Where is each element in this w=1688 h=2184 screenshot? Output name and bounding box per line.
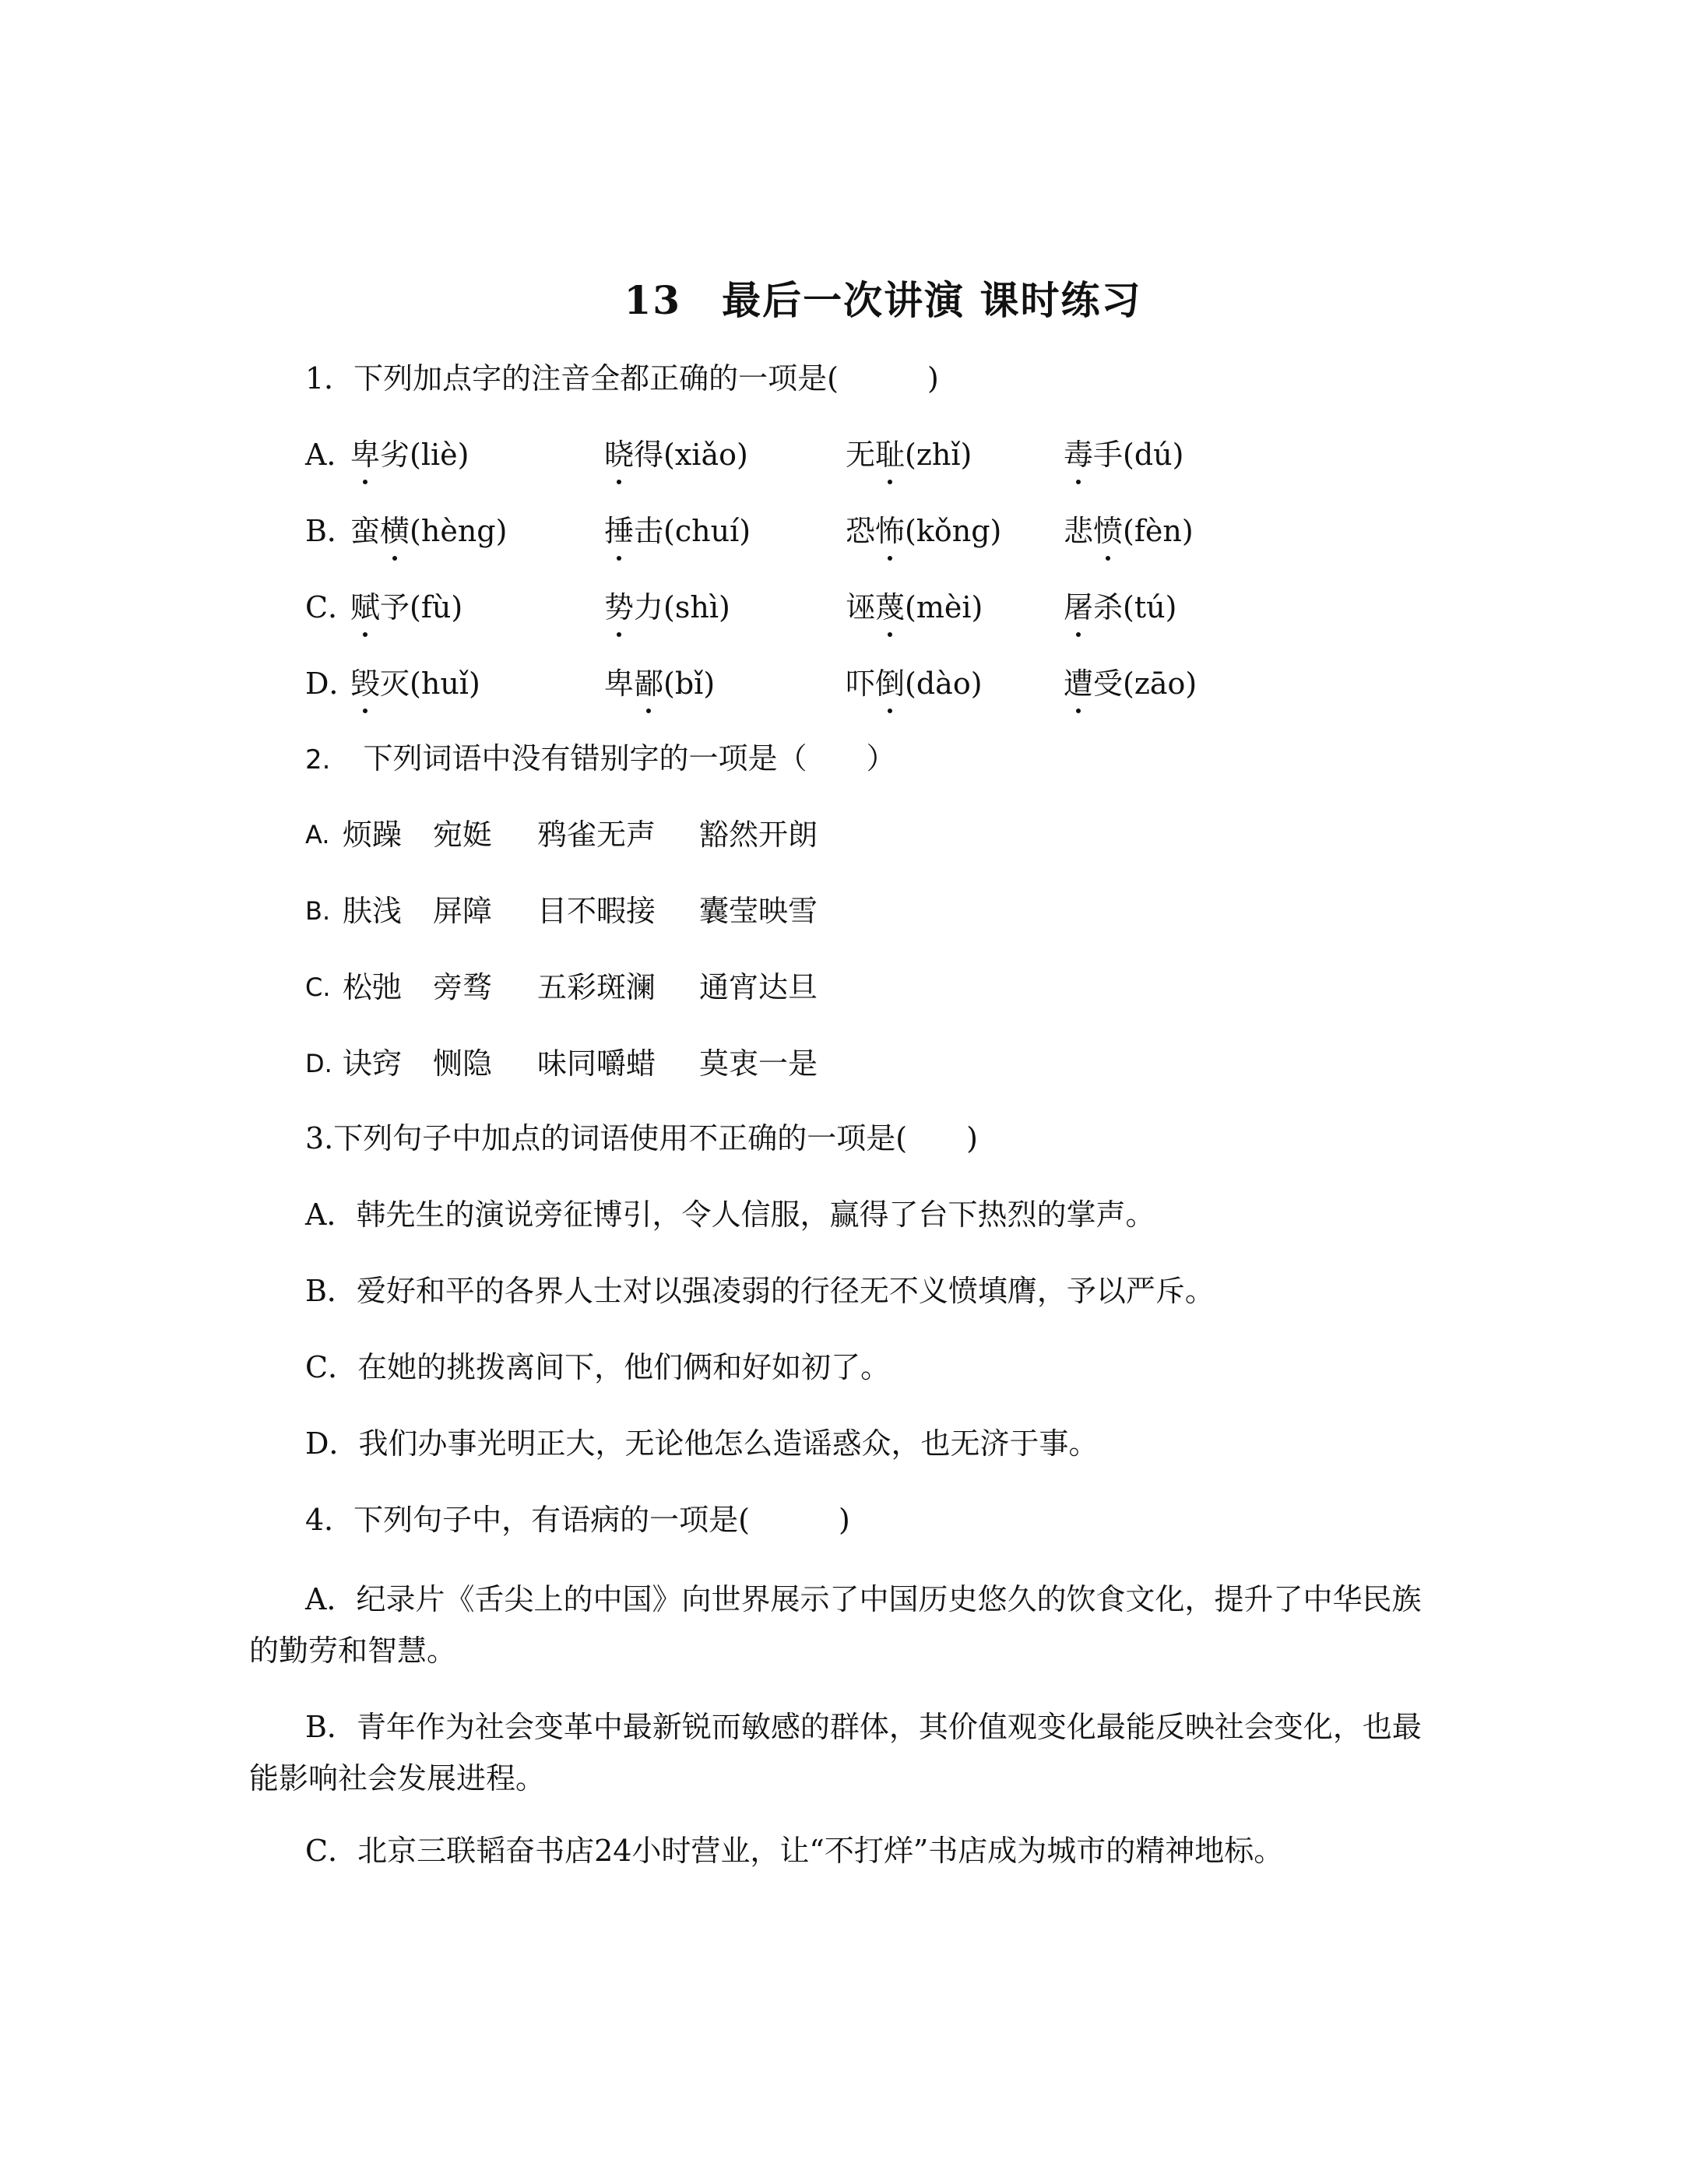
q2-row-label: A. — [305, 820, 330, 849]
q2-word: 松弛 — [343, 970, 403, 1004]
q2-word: 恻隐 — [433, 1046, 493, 1081]
q1-row-label: A． — [305, 438, 357, 472]
q2-word: 通宵达旦 — [699, 970, 818, 1004]
q2-row-label: D. — [305, 1049, 332, 1078]
q1-pinyin: (fù) — [410, 590, 463, 624]
q1-pinyin: (huǐ) — [410, 666, 480, 701]
q1-dotted-char: 鄙 — [634, 662, 663, 705]
q1-dotted-char: 晓 — [604, 433, 634, 477]
q1-pinyin: (mèi) — [905, 590, 983, 624]
q3-option-a: A．韩先生的演说旁征博引，令人信服，赢得了台下热烈的掌声。 — [305, 1198, 1155, 1232]
q1-dotted-char: 势 — [604, 586, 634, 629]
q1-word — [604, 509, 751, 553]
q1-pinyin: (zāo) — [1123, 666, 1197, 701]
q1-row-label: C． — [305, 590, 358, 624]
q1-dotted-char: 遭 — [1064, 662, 1093, 705]
q1-word — [604, 433, 748, 477]
q1-word-char: 击 — [634, 514, 664, 548]
q1-word — [1064, 586, 1176, 629]
lesson-number: 13 — [624, 277, 682, 323]
q1-pinyin: (fèn) — [1123, 514, 1194, 548]
q1-word — [1064, 662, 1197, 705]
q1-dotted-char: 蔑 — [875, 586, 905, 629]
q2-word: 旁骛 — [433, 970, 493, 1004]
q1-pinyin: (bǐ) — [663, 666, 716, 701]
q1-word-char: 诬 — [846, 590, 876, 624]
q1-pinyin: (kǒng) — [905, 514, 1002, 548]
q1-dotted-char: 屠 — [1064, 586, 1093, 629]
q2-word: 烦躁 — [343, 818, 403, 852]
q1-word — [604, 586, 730, 629]
q1-word — [1064, 433, 1183, 477]
q1-word — [350, 509, 507, 553]
q2-row-label: C. — [305, 972, 331, 1002]
q4-stem: 4．下列句子中，有语病的一项是( ) — [305, 1503, 850, 1537]
q1-word — [846, 433, 972, 477]
q1-dotted-char: 毒 — [1064, 433, 1093, 477]
q2-word: 五彩斑澜 — [537, 970, 656, 1004]
q1-pinyin: (hèng) — [410, 514, 508, 548]
q2-word: 莫衷一是 — [699, 1046, 818, 1081]
q1-word-char: 手 — [1093, 438, 1124, 472]
q1-pinyin: (shì) — [663, 590, 730, 624]
q2-word: 肤浅 — [343, 894, 403, 928]
q2-word: 豁然开朗 — [699, 818, 818, 852]
q1-word-char: 恐 — [846, 514, 876, 548]
q4-option-a: A．纪录片《舌尖上的中国》向世界展示了中国历史悠久的饮食文化，提升了中华民族的勤劳和智慧。 — [249, 1582, 1422, 1668]
q1-word — [350, 586, 462, 629]
q1-word — [846, 586, 983, 629]
q1-dotted-char: 卑 — [350, 433, 380, 477]
q2-word: 诀窍 — [343, 1046, 403, 1081]
q2-word: 囊莹映雪 — [699, 894, 818, 928]
q1-word — [350, 662, 480, 705]
q3-option-b: B．爱好和平的各界人士对以强凌弱的行径无不义愤填膺，予以严斥。 — [305, 1274, 1215, 1308]
q1-word-char: 劣 — [380, 438, 410, 472]
q1-pinyin: (dú) — [1123, 438, 1184, 472]
q1-word-char: 受 — [1093, 666, 1124, 701]
q1-word-char: 力 — [634, 590, 664, 624]
q1-word — [350, 433, 469, 477]
q1-stem: 1．下列加点字的注音全都正确的一项是( ) — [305, 361, 939, 396]
q2-word: 屏障 — [433, 894, 493, 928]
q1-word — [846, 509, 1001, 553]
q1-row-label: D． — [305, 666, 359, 701]
q2-word: 鸦雀无声 — [537, 818, 656, 852]
q1-dotted-char: 倒 — [875, 662, 905, 705]
q1-row-label: B． — [305, 514, 357, 548]
q1-pinyin: (liè) — [410, 438, 469, 472]
q2-word: 目不暇接 — [537, 894, 656, 928]
q2-text: 下列词语中没有错别字的一项是（ ） — [363, 741, 896, 775]
q4-option-c: C．北京三联韬奋书店24小时营业，让“不打烊”书店成为城市的精神地标。 — [305, 1834, 1284, 1868]
q4-option-b: B．青年作为社会变革中最新锐而敏感的群体，其价值观变化最能反映社会变化，也最能影响社会发展进程。 — [249, 1710, 1422, 1795]
q3-option-d: D．我们办事光明正大，无论他怎么造谣惑众，也无济于事。 — [305, 1426, 1099, 1461]
q2-stem — [305, 737, 895, 782]
q1-word-char: 悲 — [1064, 514, 1094, 548]
q1-word-char: 得 — [634, 438, 664, 472]
q1-word — [846, 662, 983, 705]
q1-pinyin: (dào) — [905, 666, 983, 701]
q1-word-char: 卑 — [604, 666, 635, 701]
q1-word-char: 蛮 — [350, 514, 381, 548]
q1-pinyin: (zhǐ) — [905, 438, 972, 472]
q3-stem: 3.下列句子中加点的词语使用不正确的一项是( ) — [305, 1121, 978, 1155]
lesson-title: 最后一次讲演 课时练习 — [722, 277, 1142, 323]
q2-word: 味同嚼蜡 — [537, 1046, 656, 1081]
q1-dotted-char: 怖 — [875, 509, 905, 553]
q1-word-char: 吓 — [846, 666, 876, 701]
page-title — [0, 269, 1688, 325]
q2-number: 2. — [305, 744, 331, 775]
q1-word — [1064, 509, 1194, 553]
q1-word — [604, 662, 715, 705]
q1-word-char: 予 — [380, 590, 410, 624]
q1-word-char: 杀 — [1093, 590, 1124, 624]
q1-dotted-char: 愤 — [1093, 509, 1123, 553]
q1-dotted-char: 赋 — [350, 586, 380, 629]
q1-pinyin: (xiǎo) — [663, 438, 748, 472]
q1-pinyin: (chuí) — [663, 514, 751, 548]
q2-word: 宛娗 — [433, 818, 493, 852]
q3-option-c: C．在她的挑拨离间下，他们俩和好如初了。 — [305, 1350, 891, 1384]
q1-word-char: 灭 — [380, 666, 410, 701]
q1-dotted-char: 横 — [380, 509, 410, 553]
q1-dotted-char: 捶 — [604, 509, 634, 553]
q1-dotted-char: 毁 — [350, 662, 380, 705]
q1-dotted-char: 耻 — [875, 433, 905, 477]
q1-pinyin: (tú) — [1123, 590, 1177, 624]
q1-word-char: 无 — [846, 438, 876, 472]
q2-row-label: B. — [305, 896, 331, 926]
